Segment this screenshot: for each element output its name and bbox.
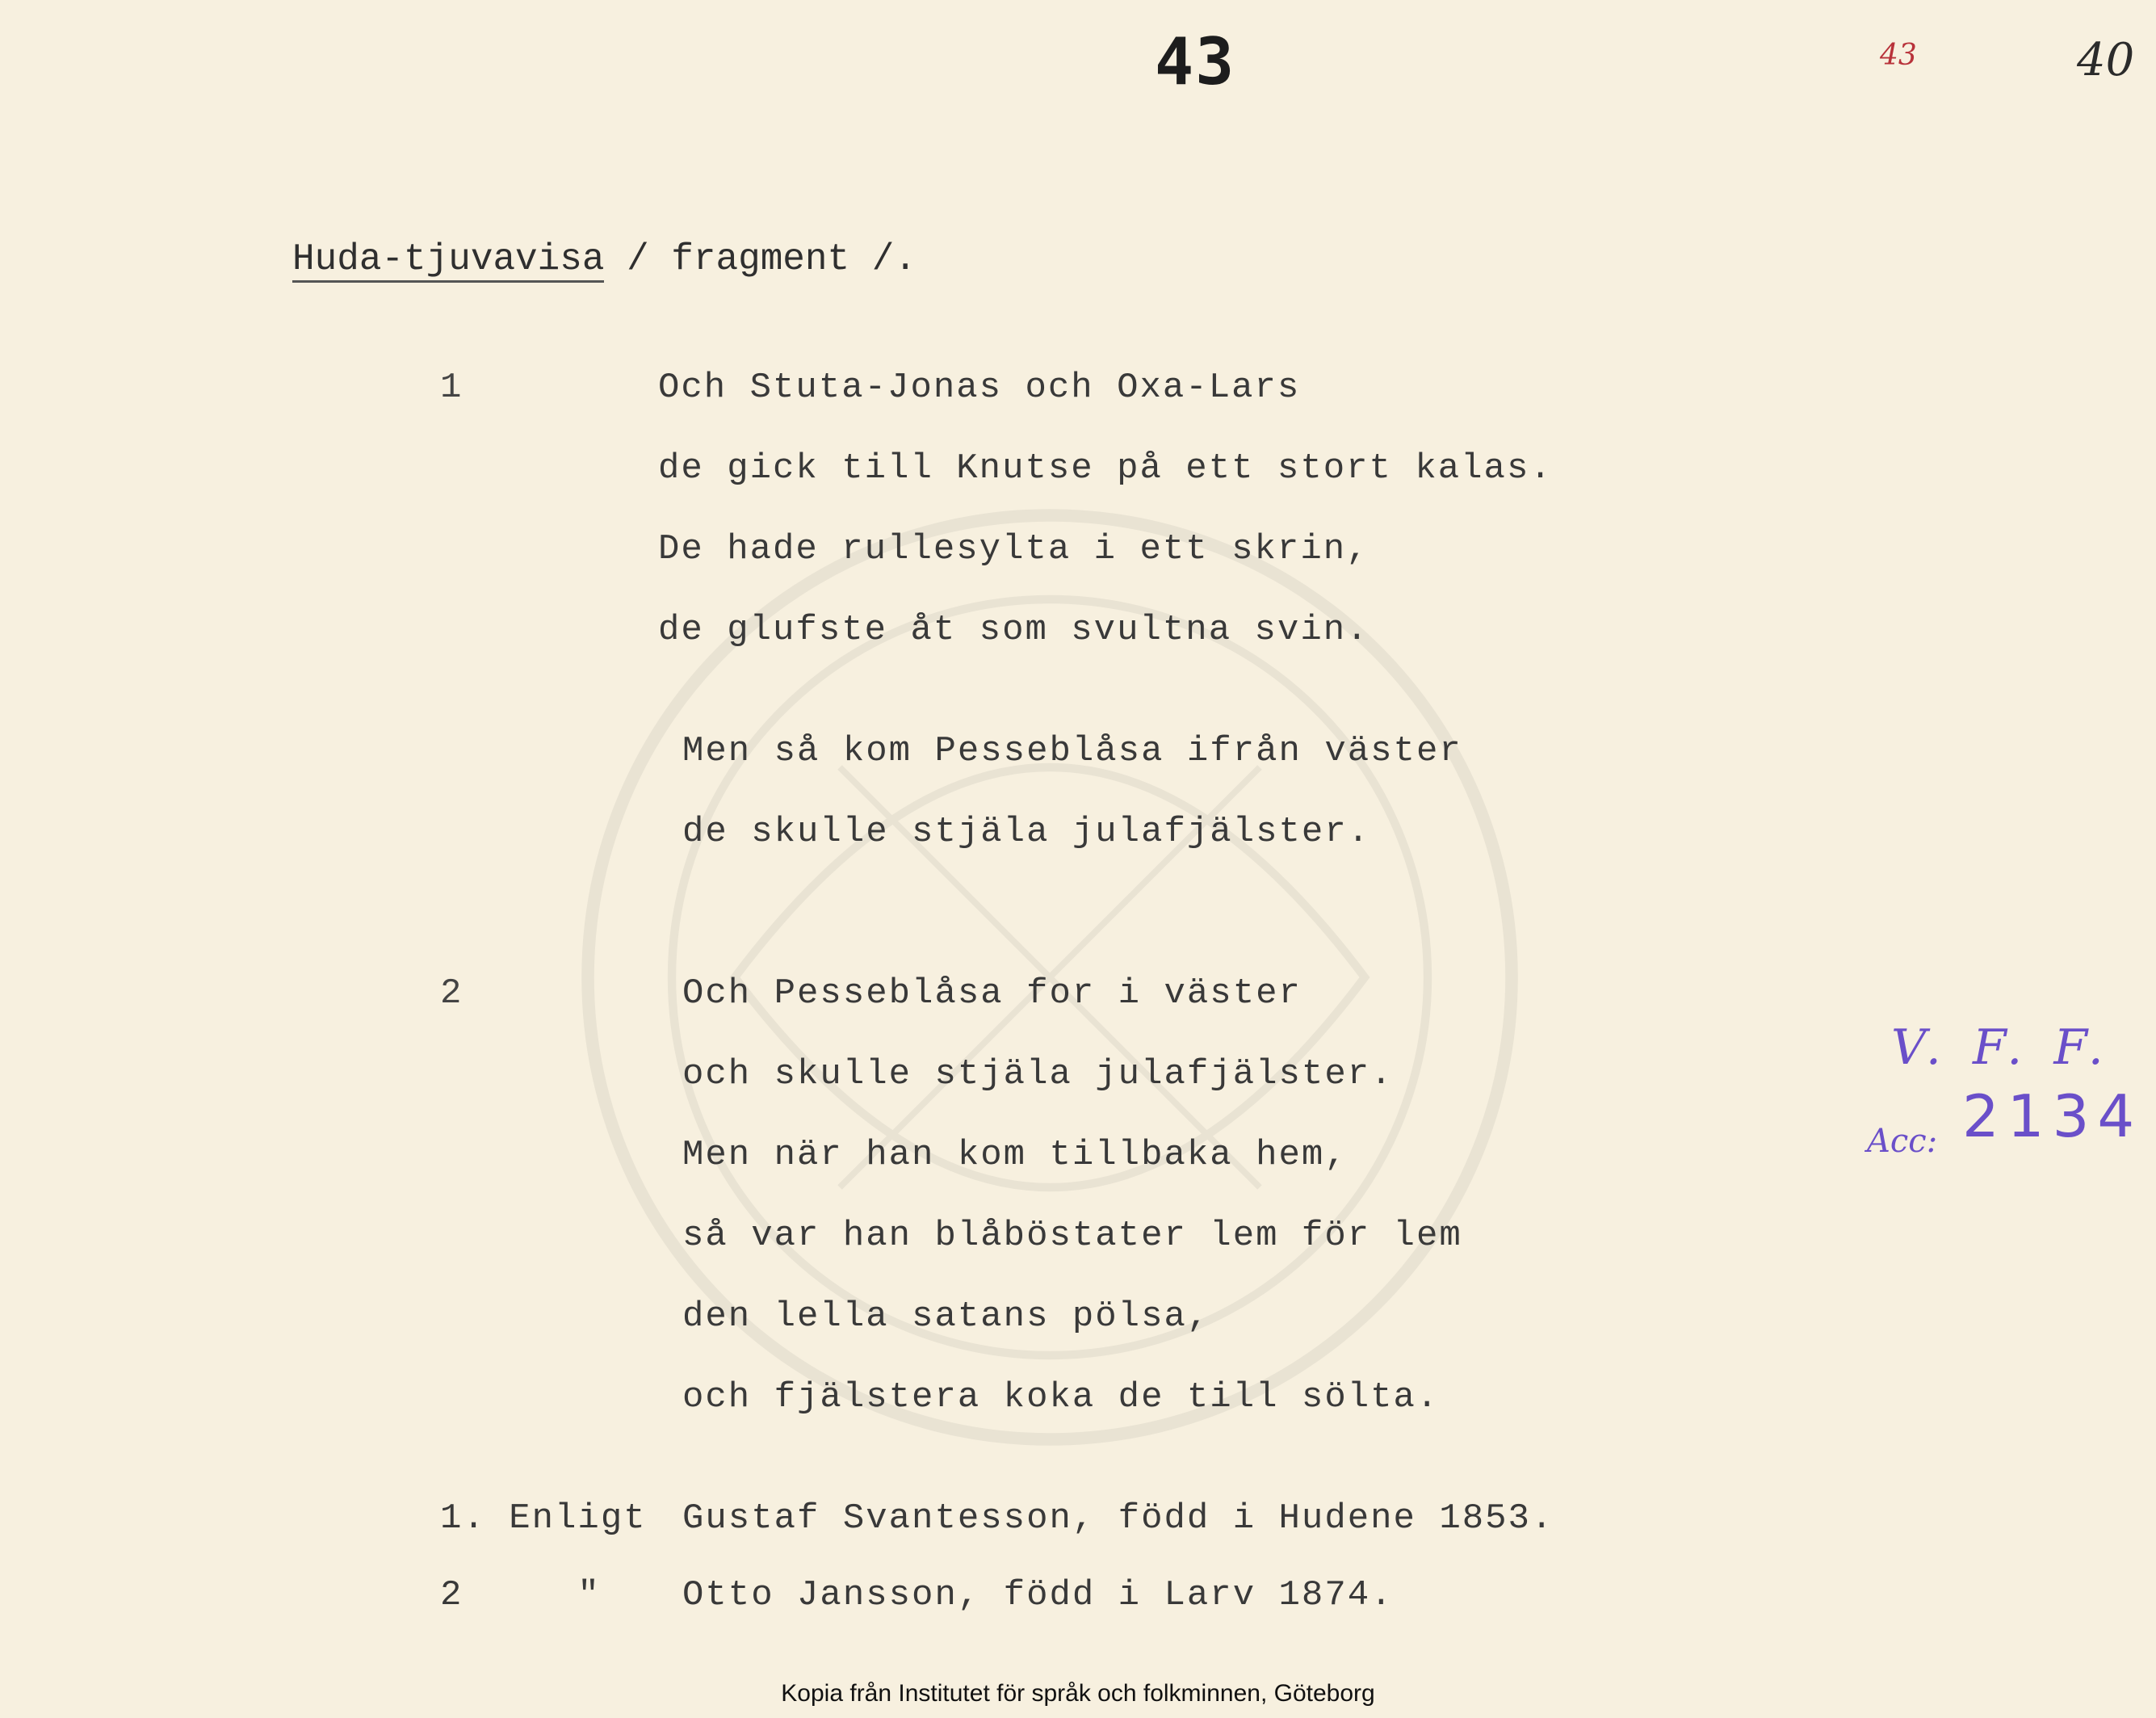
verse-number: 1 — [440, 368, 462, 408]
title-name: Huda-tjuvavisa — [292, 238, 604, 283]
verse-number: 2 — [440, 973, 462, 1014]
verse-line: de gick till Knutse på ett stort kalas. — [658, 448, 1553, 489]
verse-line: Men när han kom tillbaka hem, — [682, 1135, 1348, 1175]
verse-line: den lella satans pölsa, — [682, 1296, 1210, 1337]
verse-line: och skulle stjäla julafjälster. — [682, 1054, 1394, 1094]
verse-line: Och Stuta-Jonas och Oxa-Lars — [658, 368, 1301, 408]
verse-line: så var han blåböstater lem för lem — [682, 1216, 1462, 1256]
title-suffix: / fragment /. — [604, 238, 917, 280]
copy-caption: Kopia från Institutet för språk och folkminnen, Göteborg — [781, 1680, 1375, 1707]
archive-stamp-number: 2134 — [1962, 1082, 2143, 1150]
page-number: 43 — [1155, 24, 1236, 99]
verse-line: och fjälstera koka de till sölta. — [682, 1377, 1440, 1418]
archive-stamp-acc: Acc: — [1867, 1123, 1938, 1160]
refrain-line: Men så kom Pesseblåsa ifrån väster — [682, 731, 1462, 771]
song-title — [292, 238, 917, 280]
verse-line: Och Pesseblåsa for i väster — [682, 973, 1302, 1014]
footnote-marker: 1. Enligt — [440, 1498, 647, 1539]
archive-page-number: 43 — [1880, 39, 1917, 72]
footnote-text: Gustaf Svantesson, född i Hudene 1853. — [682, 1498, 1554, 1539]
archive-stamp-label: V. F. F. — [1891, 1019, 2112, 1076]
refrain-line: de skulle stjäla julafjälster. — [682, 812, 1371, 852]
crossed-out-page-number: 40 — [2077, 34, 2135, 86]
verse-line: de glufste åt som svultna svin. — [658, 610, 1370, 650]
verse-line: De hade rullesylta i ett skrin, — [658, 529, 1370, 569]
footnote-text: Otto Jansson, född i Larv 1874. — [682, 1575, 1394, 1615]
footnote-marker: 2 " — [440, 1575, 601, 1615]
